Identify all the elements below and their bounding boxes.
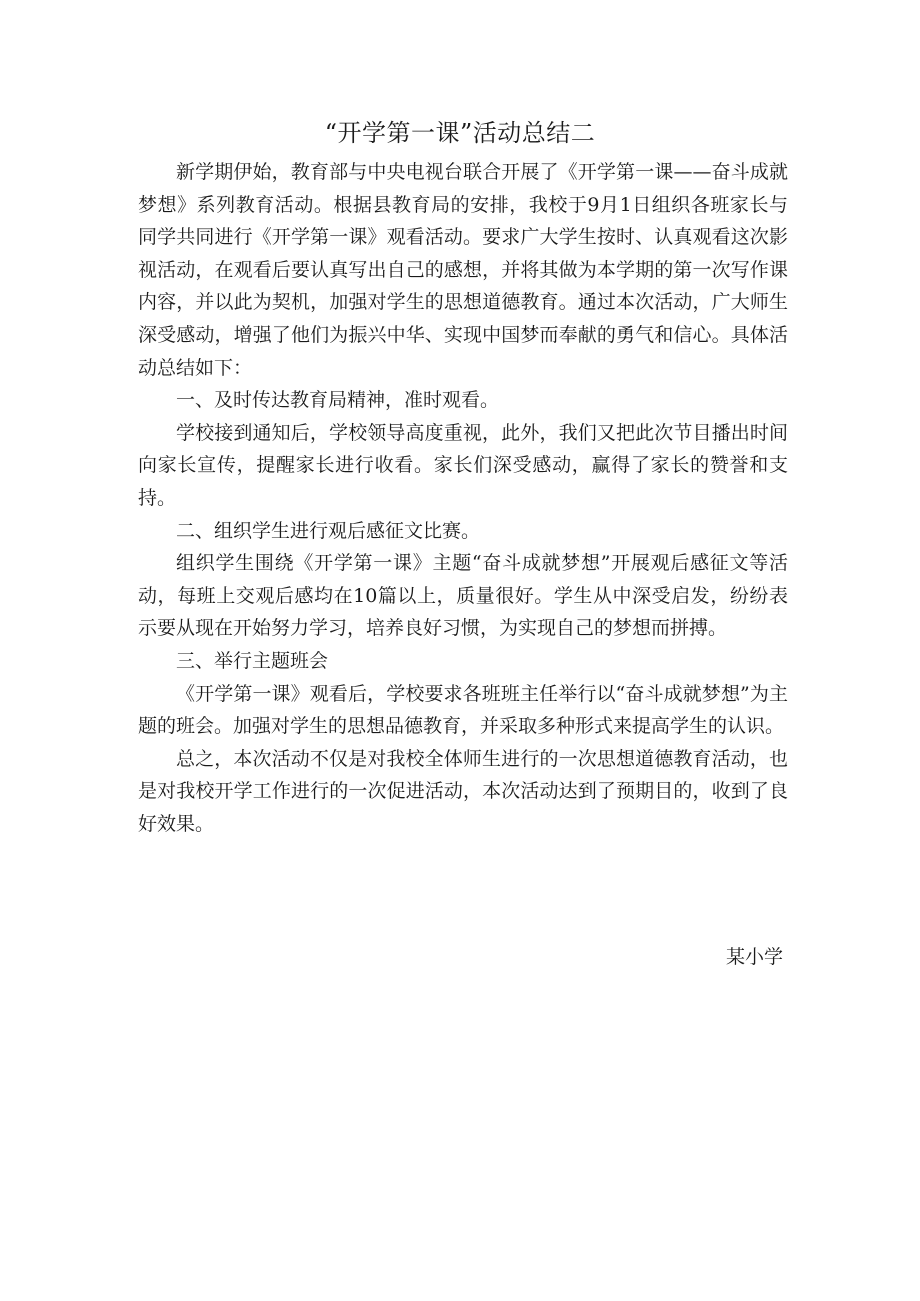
document-title: “开学第一课”活动总结二: [324, 119, 596, 147]
section-heading-1: 一、及时传达教育局精神，准时观看。: [176, 389, 500, 412]
section-paragraph-1: 学校接到通知后，学校领导高度重视，此外，我们又把此次节目播出时间向家长宣传，提醒家长进行收看。家长们深受感动，赢得了家长的赞誉和支持。: [138, 421, 788, 509]
section-paragraph-3: 《开学第一课》观看后，学校要求各班班主任举行以“奋斗成就梦想”为主题的班会。加强对学生的思想品德教育，并采取多种形式来提高学生的认识。: [138, 682, 788, 738]
section-heading-3: 三、举行主题班会: [176, 649, 329, 672]
intro-paragraph: 新学期伊始，教育部与中央电视台联合开展了《开学第一课——奋斗成就梦想》系列教育活动。根据县教育局的安排，我校于9月1日组织各班家长与同学共同进行《开学第一课》观看活动。要求广大学生按时、认真观看这次影视活动，在观看后要认真写出自己的感想，并将其做为本学期的第一次写作课内容，并以此为契机，加强对学生的思想道德教育。通过本次活动，广大师生深受感动，增强了他们为振兴中华、实现中国梦而奉献的勇气和信心。具体活动总结如下：: [138, 161, 788, 379]
section-heading-2: 二、组织学生进行观后感征文比赛。: [176, 519, 481, 542]
document-body: [138, 156, 788, 840]
conclusion-paragraph: 总之，本次活动不仅是对我校全体师生进行的一次思想道德教育活动，也是对我校开学工作进行的一次促进活动，本次活动达到了预期目的，收到了良好效果。: [138, 747, 788, 835]
section-paragraph-2: 组织学生围绕《开学第一课》主题“奋斗成就梦想”开展观后感征文等活动，每班上交观后感均在10篇以上，质量很好。学生从中深受启发，纷纷表示要从现在开始努力学习，培养良好习惯，为实现自己的梦想而拼搏。: [138, 552, 788, 640]
signature: 某小学: [725, 946, 783, 968]
